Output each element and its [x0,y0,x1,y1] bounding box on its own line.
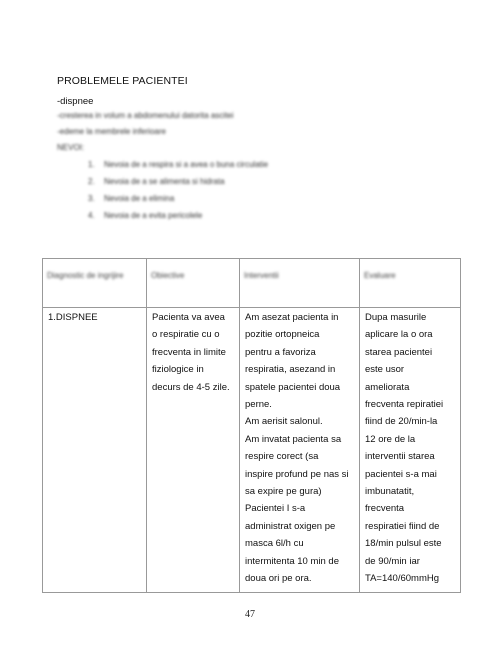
evaluation-cell [360,308,461,593]
needs-title: NEVOI: [57,143,85,152]
intervention-line: pozitie ortopneica [245,329,320,341]
evaluation-line: Dupa masurile [365,312,427,323]
evaluation-line: interventii starea [365,451,435,463]
intervention-line: Am aerisit salonul. [245,416,323,428]
evaluation-line: 18/min pulsul este [365,538,442,550]
intervention-line: inspire profund pe nas si [245,468,349,480]
intervention-line: Am asezat pacienta in [245,312,339,323]
evaluation-line: este usor [365,364,405,376]
table-header-row [43,259,461,308]
evaluation-line: imbunatatit, [365,486,415,498]
needs-item: 4. Nevoia de a evita pericolele [88,211,203,220]
evaluation-line: frecventa [365,503,405,515]
header-evaluation: Evaluare [360,259,461,308]
needs-item: 2. Nevoia de a se alimenta si hidrata [88,177,225,186]
intervention-cell [240,308,360,593]
intervention-line: Am invatat pacienta sa [245,433,342,445]
care-plan-table [42,258,461,593]
problem-line: -cresterea in volum a abdomenului datorita ascitei [57,111,234,120]
header-interventions: Interventii [240,259,360,308]
evaluation-line: ameliorata [365,381,410,393]
objective-line: frecventa in limite [152,346,226,358]
intervention-line: respire corect (sa [245,451,319,463]
evaluation-line: 12 ore de la [365,433,416,445]
evaluation-line: fiind de 20/min-la [365,416,438,428]
header-objectives: Obiective [147,259,240,308]
evaluation-line: TA=140/60mmHg [365,573,440,585]
page-number: 47 [245,609,255,620]
header-diagnostic: Diagnostic de ingrijire [43,259,147,308]
intervention-line: spatele pacientei doua [245,381,341,393]
needs-item: 1. Nevoia de a respira si a avea o buna circulatie [88,160,269,169]
evaluation-line: frecventa repiratiei [365,399,444,411]
objective-line: decurs de 4-5 zile. [152,381,230,393]
evaluation-line: respiratiei fiind de [365,520,440,532]
evaluation-line: de 90/min iar [365,555,420,567]
intervention-line: masca 6l/h cu [245,538,304,550]
needs-list [88,159,268,227]
needs-item: 3. Nevoia de a elimina [88,194,175,203]
problem-line: -dispnee [57,96,94,107]
evaluation-line: aplicare la o ora [365,329,433,341]
objective-line: o respiratie cu o [152,329,220,341]
objective-line: Pacienta va avea [152,312,225,323]
intervention-line: pentru a favoriza [245,346,316,358]
intervention-line: doua ori pe ora. [245,573,312,585]
table-row [43,308,461,593]
intervention-line: administrat oxigen pe [245,520,336,532]
objective-line: fiziologice in [152,364,204,376]
objective-cell [147,308,240,593]
diagnostic-cell: 1.DISPNEE [43,308,147,593]
evaluation-line: pacientei s-a mai [365,468,437,480]
intervention-line: intermitenta 10 min de [245,555,339,567]
intervention-line: perne. [245,399,272,411]
evaluation-line: starea pacientei [365,346,433,358]
intervention-line: sa expire pe gura) [245,486,322,498]
section-heading: PROBLEMELE PACIENTEI [57,75,188,87]
intervention-line: Pacientei I s-a [245,503,306,515]
problem-line: -edeme la membrele inferioare [57,127,166,136]
intervention-line: respiratia, asezand in [245,364,336,376]
